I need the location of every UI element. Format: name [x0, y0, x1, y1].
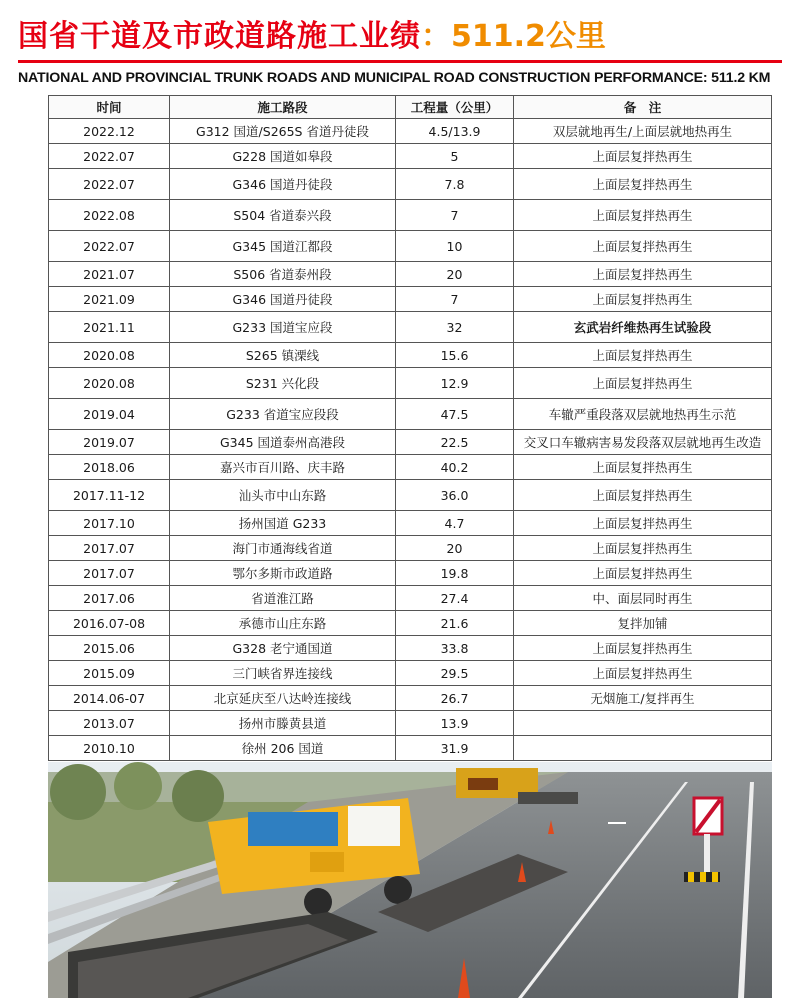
cell-section: 嘉兴市百川路、庆丰路 [170, 455, 396, 480]
cell-time: 2019.04 [49, 399, 170, 430]
cell-amount: 19.8 [396, 561, 514, 586]
table-row [49, 312, 772, 343]
table-row [49, 661, 772, 686]
english-subtitle: NATIONAL AND PROVINCIAL TRUNK ROADS AND MUNICIPAL ROAD CONSTRUCTION PERFORMANCE: 511.2 KM [18, 70, 771, 86]
cell-amount: 20 [396, 536, 514, 561]
table-row [49, 287, 772, 312]
cell-section: 三门峡省界连接线 [170, 661, 396, 686]
cell-amount: 13.9 [396, 711, 514, 736]
cell-time: 2014.06-07 [49, 686, 170, 711]
table-row [49, 586, 772, 611]
cell-section: G233 国道宝应段 [170, 312, 396, 343]
cell-section: G228 国道如皋段 [170, 144, 396, 169]
cell-section: G345 国道泰州高港段 [170, 430, 396, 455]
cell-amount: 27.4 [396, 586, 514, 611]
header-section: 施工路段 [170, 96, 396, 119]
cell-section: 汕头市中山东路 [170, 480, 396, 511]
table-row [49, 399, 772, 430]
cell-note: 玄武岩纤维热再生试验段 [514, 312, 772, 343]
table-row [49, 343, 772, 368]
cell-amount: 5 [396, 144, 514, 169]
cell-note: 上面层复拌热再生 [514, 144, 772, 169]
cell-time: 2022.07 [49, 169, 170, 200]
cell-amount: 29.5 [396, 661, 514, 686]
table-row [49, 511, 772, 536]
cell-section: G345 国道江都段 [170, 231, 396, 262]
table-row [49, 262, 772, 287]
table-row [49, 144, 772, 169]
cell-note [514, 736, 772, 761]
road-recycling-machinery-illustration [48, 762, 772, 998]
cell-time: 2010.10 [49, 736, 170, 761]
table-row [49, 231, 772, 262]
table-row [49, 368, 772, 399]
cell-time: 2019.07 [49, 430, 170, 455]
performance-table-wrapper [48, 95, 771, 761]
cell-note: 上面层复拌热再生 [514, 368, 772, 399]
cell-amount: 40.2 [396, 455, 514, 480]
cell-note: 上面层复拌热再生 [514, 231, 772, 262]
page-title: 国省干道及市政道路施工业绩 [18, 19, 421, 54]
cell-note: 上面层复拌热再生 [514, 343, 772, 368]
cell-section: G233 省道宝应段段 [170, 399, 396, 430]
cell-amount: 20 [396, 262, 514, 287]
cell-time: 2018.06 [49, 455, 170, 480]
table-row [49, 686, 772, 711]
cell-amount: 7 [396, 287, 514, 312]
cell-note: 中、面层同时再生 [514, 586, 772, 611]
cell-amount: 4.5/13.9 [396, 119, 514, 144]
cell-time: 2013.07 [49, 711, 170, 736]
cell-amount: 21.6 [396, 611, 514, 636]
table-header-row [49, 96, 772, 119]
header-time: 时间 [49, 96, 170, 119]
cell-time: 2017.07 [49, 536, 170, 561]
cell-note: 无烟施工/复拌再生 [514, 686, 772, 711]
cell-note: 上面层复拌热再生 [514, 200, 772, 231]
page-title-bar [18, 6, 782, 63]
cell-time: 2016.07-08 [49, 611, 170, 636]
cell-note: 交叉口车辙病害易发段落双层就地再生改造 [514, 430, 772, 455]
cell-time: 2017.11-12 [49, 480, 170, 511]
cell-amount: 26.7 [396, 686, 514, 711]
cell-note: 车辙严重段落双层就地热再生示范 [514, 399, 772, 430]
cell-time: 2022.12 [49, 119, 170, 144]
cell-time: 2017.10 [49, 511, 170, 536]
cell-note: 双层就地再生/上面层就地热再生 [514, 119, 772, 144]
cell-section: G346 国道丹徒段 [170, 169, 396, 200]
cell-section: 鄂尔多斯市政道路 [170, 561, 396, 586]
table-row [49, 200, 772, 231]
cell-section: 扬州国道 G233 [170, 511, 396, 536]
cell-time: 2017.06 [49, 586, 170, 611]
cell-time: 2015.09 [49, 661, 170, 686]
cell-amount: 47.5 [396, 399, 514, 430]
cell-section: G328 老宁通国道 [170, 636, 396, 661]
title-separator: ： [421, 19, 451, 54]
table-row [49, 169, 772, 200]
cell-section: G312 国道/S265S 省道丹徒段 [170, 119, 396, 144]
table-body [49, 119, 772, 761]
cell-amount: 4.7 [396, 511, 514, 536]
table-row [49, 455, 772, 480]
table-row [49, 430, 772, 455]
cell-time: 2020.08 [49, 368, 170, 399]
cell-note: 上面层复拌热再生 [514, 536, 772, 561]
cell-section: S506 省道泰州段 [170, 262, 396, 287]
cell-note: 上面层复拌热再生 [514, 455, 772, 480]
table-row [49, 536, 772, 561]
cell-time: 2022.07 [49, 144, 170, 169]
header-note: 备 注 [514, 96, 772, 119]
table-row [49, 711, 772, 736]
performance-table [48, 95, 772, 761]
cell-section: 承德市山庄东路 [170, 611, 396, 636]
cell-note: 上面层复拌热再生 [514, 287, 772, 312]
cell-amount: 33.8 [396, 636, 514, 661]
table-row [49, 561, 772, 586]
cell-section: S504 省道泰兴段 [170, 200, 396, 231]
cell-time: 2015.06 [49, 636, 170, 661]
table-row [49, 119, 772, 144]
cell-section: S231 兴化段 [170, 368, 396, 399]
cell-note: 上面层复拌热再生 [514, 661, 772, 686]
cell-section: S265 镇溧线 [170, 343, 396, 368]
cell-section: 海门市通海线省道 [170, 536, 396, 561]
cell-time: 2021.11 [49, 312, 170, 343]
cell-note: 上面层复拌热再生 [514, 262, 772, 287]
cell-amount: 7 [396, 200, 514, 231]
table-row [49, 636, 772, 661]
cell-time: 2021.09 [49, 287, 170, 312]
cell-note: 上面层复拌热再生 [514, 169, 772, 200]
construction-site-photo [48, 762, 772, 998]
cell-amount: 7.8 [396, 169, 514, 200]
cell-note: 上面层复拌热再生 [514, 636, 772, 661]
title-total-length: 511.2公里 [451, 19, 606, 54]
cell-time: 2017.07 [49, 561, 170, 586]
table-row [49, 736, 772, 761]
cell-amount: 15.6 [396, 343, 514, 368]
table-row [49, 611, 772, 636]
cell-note: 上面层复拌热再生 [514, 561, 772, 586]
cell-time: 2021.07 [49, 262, 170, 287]
cell-note: 复拌加铺 [514, 611, 772, 636]
header-amount: 工程量（公里） [396, 96, 514, 119]
cell-section: G346 国道丹徒段 [170, 287, 396, 312]
cell-note [514, 711, 772, 736]
cell-section: 省道淮江路 [170, 586, 396, 611]
cell-section: 扬州市滕黄县道 [170, 711, 396, 736]
cell-note: 上面层复拌热再生 [514, 511, 772, 536]
cell-amount: 36.0 [396, 480, 514, 511]
cell-amount: 31.9 [396, 736, 514, 761]
cell-amount: 12.9 [396, 368, 514, 399]
cell-section: 徐州 206 国道 [170, 736, 396, 761]
cell-note: 上面层复拌热再生 [514, 480, 772, 511]
cell-section: 北京延庆至八达岭连接线 [170, 686, 396, 711]
cell-amount: 22.5 [396, 430, 514, 455]
cell-time: 2022.08 [49, 200, 170, 231]
table-row [49, 480, 772, 511]
cell-time: 2022.07 [49, 231, 170, 262]
cell-amount: 10 [396, 231, 514, 262]
cell-time: 2020.08 [49, 343, 170, 368]
cell-amount: 32 [396, 312, 514, 343]
